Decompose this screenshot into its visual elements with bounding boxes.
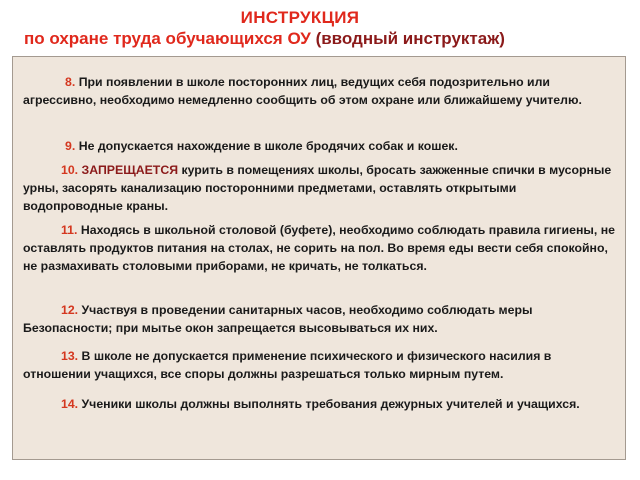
item-number: 14. xyxy=(61,397,79,411)
item-text: курить в помещениях школы, бросать зажженные спички в мусорные урны, засорять канализацию посторонними предметами, оставлять открытыми водопроводные краны. xyxy=(23,163,612,213)
page-title: ИНСТРУКЦИЯ xyxy=(240,8,360,27)
item-number: 13. xyxy=(61,349,79,363)
instruction-item-13 xyxy=(23,347,619,383)
item-text: Участвуя в проведении санитарных часов, необходимо соблюдать меры Безопасности; при мытье окон запрещается высовываться их них. xyxy=(23,303,533,335)
instruction-item-9 xyxy=(23,137,619,155)
instruction-item-10 xyxy=(23,161,619,215)
item-text: В школе не допускается применение психического и физического насилия в отношении учащихся, все споры должны разрешаться только мирным путем. xyxy=(23,349,552,381)
item-text: Находясь в школьной столовой (буфете), необходимо соблюдать правила гигиены, не оставлять продуктов питания на столах, не сорить на пол. Во время еды вести себя спокойно, не размахивать столовыми приборами, не кричать, не толкаться. xyxy=(23,223,615,273)
instruction-panel xyxy=(12,56,626,460)
item-number: 11. xyxy=(61,223,78,237)
item-number: 8. xyxy=(65,75,76,89)
page-subtitle xyxy=(24,29,634,49)
item-text: Не допускается нахождение в школе бродячих собак и кошек. xyxy=(78,139,458,153)
instruction-item-14 xyxy=(23,395,619,413)
item-text: Ученики школы должны выполнять требования дежурных учителей и учащихся. xyxy=(81,397,580,411)
item-number: 10. xyxy=(61,163,79,177)
instruction-item-11 xyxy=(23,221,619,275)
item-text: При появлении в школе посторонних лиц, ведущих себя подозрительно или агрессивно, необходимо немедленно сообщить об этом охране или ближайшему учителю. xyxy=(23,75,582,107)
instruction-item-8 xyxy=(23,73,619,109)
item-number: 12. xyxy=(61,303,79,317)
subtitle-main: по охране труда обучающихся ОУ xyxy=(24,29,311,48)
item-number: 9. xyxy=(65,139,76,153)
item-highlight: ЗАПРЕЩАЕТСЯ xyxy=(81,163,179,177)
subtitle-paren: (вводный инструктаж) xyxy=(315,29,505,48)
instruction-item-12 xyxy=(23,301,619,337)
